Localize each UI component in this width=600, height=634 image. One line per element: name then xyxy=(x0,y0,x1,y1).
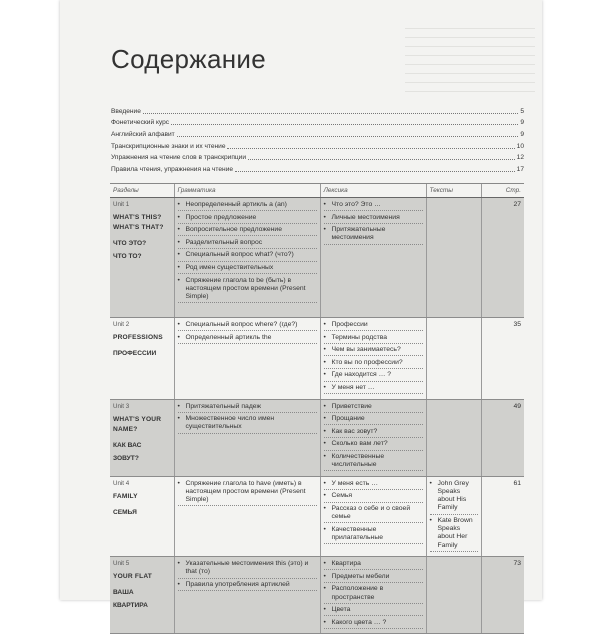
grammar-cell xyxy=(174,476,320,556)
grammar-item: • Спряжение глагола to be (быть) в настоящем простом времени (Present Simple) xyxy=(178,277,317,304)
vocab-item: • Качественные прилагательные xyxy=(324,526,423,544)
vocab-item: • Сколько вам лет? xyxy=(324,440,423,450)
unit-cell xyxy=(110,557,174,634)
texts-item: • John Grey Speaks about His Family xyxy=(430,480,478,515)
toc-entry-label: Правила чтения, упражнения на чтение xyxy=(111,166,234,174)
unit-number: Unit 5 xyxy=(113,560,130,568)
unit-title-ru: ВАША xyxy=(113,589,134,597)
texts-list xyxy=(430,480,478,552)
unit-row xyxy=(110,476,524,556)
grammar-list xyxy=(178,560,317,591)
vocab-cell xyxy=(320,198,426,318)
unit-title-ru: ЧТО ЭТО? xyxy=(113,240,147,247)
vocab-item: • Предметы мебели xyxy=(324,573,423,583)
toc-entry-label: Упражнения на чтение слов в транскрипции xyxy=(111,154,247,162)
unit-title-en: WHAT'S YOUR xyxy=(113,415,162,423)
grammar-item: • Простое предложение xyxy=(178,214,317,224)
unit-page-number: 61 xyxy=(481,476,524,556)
unit-number: Unit 1 xyxy=(113,201,130,208)
unit-row xyxy=(110,557,524,634)
header-page: Стр. xyxy=(481,184,524,198)
vocab-item: • Профессии xyxy=(324,321,423,331)
unit-page-number: 27 xyxy=(481,198,524,318)
vocab-item: • Как вас зовут? xyxy=(324,428,423,438)
toc-entry-page: 10 xyxy=(516,142,524,150)
vocab-item: • Рассказ о себе и о своей семье xyxy=(324,505,423,523)
vocab-list xyxy=(324,201,423,245)
grammar-item: • Специальный вопрос what? (что?) xyxy=(178,251,317,261)
grammar-item: • Спряжение глагола to have (иметь) в настоящем простом времени (Present Simple) xyxy=(178,480,317,507)
unit-row xyxy=(110,399,524,476)
grammar-list xyxy=(178,201,317,303)
unit-number: Unit 2 xyxy=(113,321,130,328)
grammar-list xyxy=(178,321,317,344)
header-sections: Разделы xyxy=(110,184,174,198)
grammar-item: • Неопределенный артикль a (an) xyxy=(178,201,317,211)
texts-cell xyxy=(426,476,481,556)
vocab-item: • Личные местоимения xyxy=(324,214,423,224)
toc-entry-label: Введение xyxy=(111,107,141,115)
toc-leader-dots xyxy=(143,112,518,114)
toc-entry-label: Английский алфавит xyxy=(111,131,175,139)
table-of-contents-intro xyxy=(111,104,524,174)
grammar-item: • Род имен существительных xyxy=(178,264,317,274)
toc-entry-page: 17 xyxy=(516,166,524,174)
unit-title-en: WHAT'S THIS? xyxy=(113,214,162,221)
unit-cell xyxy=(110,318,174,400)
vocab-item: • Семья xyxy=(324,492,423,502)
toc-entry-page: 9 xyxy=(520,131,524,139)
header-grammar: Грамматика xyxy=(174,184,320,198)
toc-leader-dots xyxy=(235,170,515,172)
unit-number: Unit 3 xyxy=(113,402,130,410)
unit-title-ru: КАК ВАС xyxy=(113,441,142,449)
grammar-cell xyxy=(174,198,320,318)
toc-entry xyxy=(111,104,524,116)
toc-leader-dots xyxy=(177,135,519,137)
vocab-item: • Чем вы занимаетесь? xyxy=(324,346,423,356)
vocab-cell xyxy=(320,399,426,476)
vocab-item: • Термины родства xyxy=(324,334,423,344)
grammar-item: • Специальный вопрос where? (где?) xyxy=(178,321,317,331)
grammar-item: • Определенный артикль the xyxy=(178,334,317,344)
unit-title-en: YOUR FLAT xyxy=(113,573,153,581)
toc-entry xyxy=(111,162,524,174)
book-page xyxy=(60,0,542,626)
vocab-item: • Притяжательные местоимения xyxy=(324,226,423,244)
toc-entry-label: Фонетический курс xyxy=(111,119,170,127)
vocab-item: • Цвета xyxy=(324,606,423,616)
grammar-item: • Разделительный вопрос xyxy=(178,239,317,249)
texts-cell xyxy=(426,399,481,476)
grammar-item: • Указательные местоимения this (это) и that (то) xyxy=(178,560,317,578)
vocab-item: • Количественные числительные xyxy=(324,453,423,471)
unit-title-en: FAMILY xyxy=(113,492,138,500)
header-vocab: Лексика xyxy=(320,184,426,198)
vocab-item: • Прощание xyxy=(324,415,423,425)
unit-page-number: 49 xyxy=(481,399,524,476)
unit-page-number: 73 xyxy=(481,557,524,634)
units-table xyxy=(110,183,524,634)
unit-number: Unit 4 xyxy=(113,479,130,487)
header-texts: Тексты xyxy=(426,184,481,198)
toc-leader-dots xyxy=(171,123,518,125)
grammar-item: • Множественное число имен существительных xyxy=(178,415,317,433)
unit-row xyxy=(110,198,524,318)
toc-entry-page: 5 xyxy=(520,107,524,115)
unit-title-en: WHAT'S THAT? xyxy=(113,224,164,231)
texts-cell xyxy=(426,198,481,318)
vocab-list xyxy=(324,321,423,394)
vocab-item: • У меня есть … xyxy=(324,480,423,490)
units-table-header xyxy=(110,184,524,198)
vocab-item: • Приветствие xyxy=(324,403,423,413)
page-title: Содержание xyxy=(111,44,266,75)
unit-cell xyxy=(110,476,174,556)
vocab-item: • Где находится … ? xyxy=(324,371,423,381)
grammar-cell xyxy=(174,557,320,634)
vocab-item: • Кто вы по профессии? xyxy=(324,359,423,369)
grammar-list xyxy=(178,480,317,507)
texts-cell xyxy=(426,557,481,634)
toc-entry xyxy=(111,116,524,128)
grammar-cell xyxy=(174,399,320,476)
unit-cell xyxy=(110,198,174,318)
unit-title-ru: ЗОВУТ? xyxy=(113,454,139,462)
unit-title-en: NAME? xyxy=(113,425,138,433)
texts-item: • Kate Brown Speaks about Her Family xyxy=(430,517,478,552)
toc-entry-page: 12 xyxy=(516,154,524,162)
vocab-item: • Какого цвета … ? xyxy=(324,619,423,629)
unit-row xyxy=(110,318,524,400)
unit-title-ru: КВАРТИРА xyxy=(113,602,148,610)
vocab-list xyxy=(324,560,423,629)
vocab-cell xyxy=(320,476,426,556)
vocab-item: • Расположение в пространстве xyxy=(324,585,423,603)
grammar-item: • Правила употребления артиклей xyxy=(178,581,317,591)
vocab-list xyxy=(324,403,423,472)
toc-leader-dots xyxy=(248,158,515,160)
toc-entry xyxy=(111,127,524,139)
unit-title-ru: СЕМЬЯ xyxy=(113,508,137,516)
toc-entry xyxy=(111,139,524,151)
vocab-list xyxy=(324,480,423,544)
vocab-cell xyxy=(320,318,426,400)
vocab-cell xyxy=(320,557,426,634)
bleed-through-text xyxy=(405,22,535,102)
unit-title-ru: ЧТО ТО? xyxy=(113,253,142,260)
grammar-item: • Вопросительное предложение xyxy=(178,226,317,236)
unit-cell xyxy=(110,399,174,476)
grammar-cell xyxy=(174,318,320,400)
vocab-item: • У меня нет … xyxy=(324,384,423,394)
toc-leader-dots xyxy=(227,147,514,149)
vocab-item: • Что это? Это … xyxy=(324,201,423,211)
vocab-item: • Квартира xyxy=(324,560,423,570)
unit-title-en: PROFESSIONS xyxy=(113,334,163,341)
grammar-list xyxy=(178,403,317,434)
toc-entry-label: Транскрипционные знаки и их чтение xyxy=(111,142,226,150)
toc-entry-page: 9 xyxy=(520,119,524,127)
unit-title-ru: ПРОФЕССИИ xyxy=(113,350,157,357)
texts-cell xyxy=(426,318,481,400)
unit-page-number: 35 xyxy=(481,318,524,400)
grammar-item: • Притяжательный падеж xyxy=(178,403,317,413)
toc-entry xyxy=(111,151,524,163)
